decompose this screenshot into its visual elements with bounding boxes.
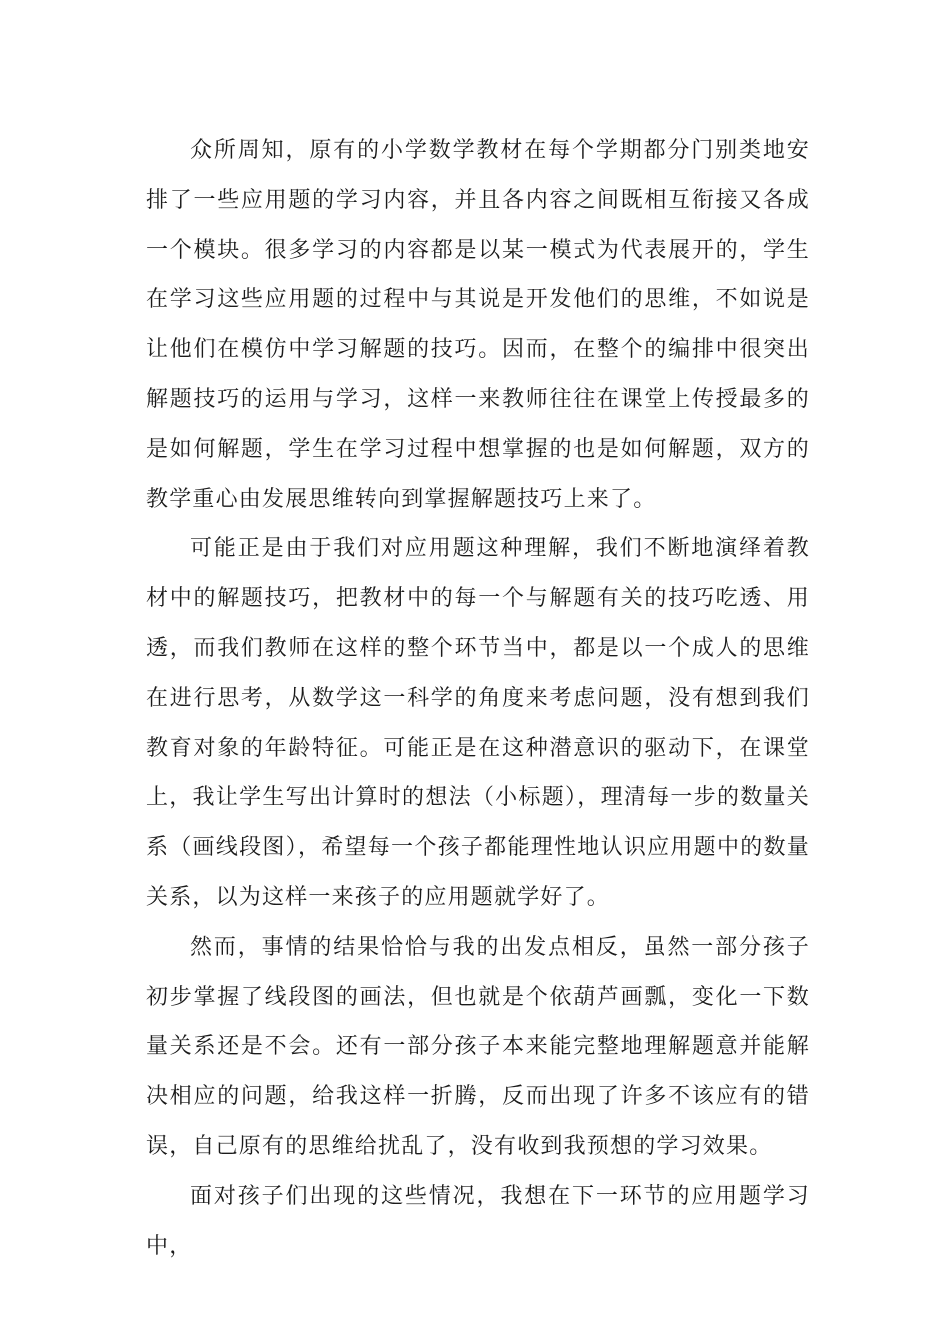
paragraph-2: 可能正是由于我们对应用题这种理解，我们不断地演绎着教材中的解题技巧，把教材中的每一个与解题有关的技巧吃透、用透，而我们教师在这样的整个环节当中，都是以一个成人的思维在进行思考，从数学这一科学的角度来考虑问题，没有想到我们教育对象的年龄特征。可能正是在这种潜意识的驱动下，在课堂上，我让学生写出计算时的想法（小标题），理清每一步的数量关系（画线段图），希望每一个孩子都能理性地认识应用题中的数量关系，以为这样一来孩子的应用题就学好了。 bbox=[146, 536, 810, 910]
paragraph-4: 面对孩子们出现的这些情况，我想在下一环节的应用题学习中， bbox=[146, 1183, 810, 1259]
paragraph-3: 然而，事情的结果恰恰与我的出发点相反，虽然一部分孩子初步掌握了线段图的画法，但也就是个依葫芦画瓢，变化一下数量关系还是不会。还有一部分孩子本来能完整地理解题意并能解决相应的问题，给我这样一折腾，反而出现了许多不该应有的错误，自己原有的思维给扰乱了，没有收到我预想的学习效果。 bbox=[146, 934, 810, 1159]
document-body bbox=[146, 126, 810, 1271]
paragraph-1: 众所周知，原有的小学数学教材在每个学期都分门别类地安排了一些应用题的学习内容，并且各内容之间既相互衔接又各成一个模块。很多学习的内容都是以某一模式为代表展开的，学生在学习这些应用题的过程中与其说是开发他们的思维，不如说是让他们在模仿中学习解题的技巧。因而，在整个的编排中很突出解题技巧的运用与学习，这样一来教师往往在课堂上传授最多的是如何解题，学生在学习过程中想掌握的也是如何解题，双方的教学重心由发展思维转向到掌握解题技巧上来了。 bbox=[146, 138, 810, 512]
